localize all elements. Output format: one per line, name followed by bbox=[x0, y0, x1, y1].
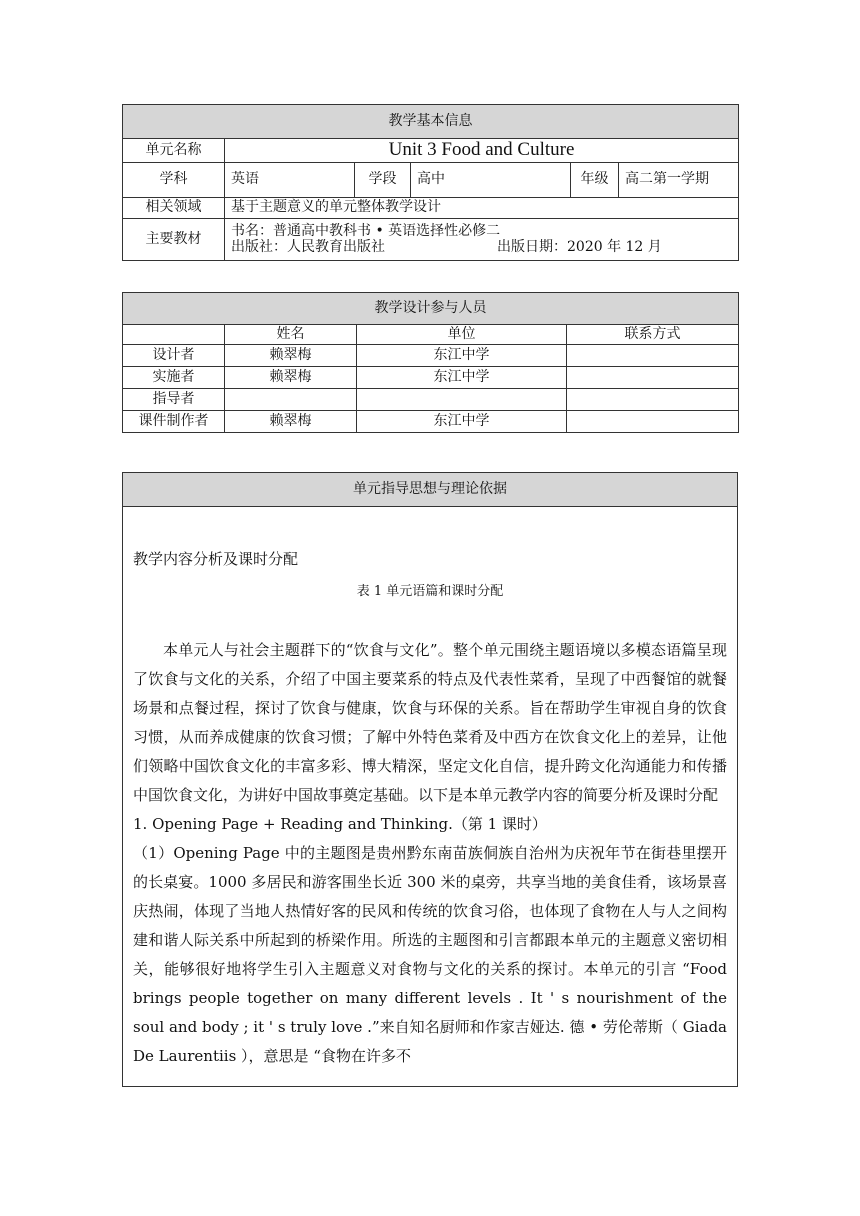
table-row bbox=[123, 345, 739, 367]
contact-cell bbox=[567, 345, 739, 367]
staff-header: 教学设计参与人员 bbox=[123, 293, 739, 325]
guide-table bbox=[122, 472, 738, 1087]
section-title: 教学内容分析及课时分配 bbox=[133, 550, 299, 568]
col-name-header: 姓名 bbox=[225, 325, 357, 345]
stage-value: 高中 bbox=[411, 162, 571, 197]
grade-label: 年级 bbox=[571, 162, 619, 197]
contact-cell bbox=[567, 411, 739, 433]
field-label: 相关领域 bbox=[123, 197, 225, 218]
name-cell: 赖翠梅 bbox=[225, 367, 357, 389]
name-cell: 赖翠梅 bbox=[225, 345, 357, 367]
subject-label: 学科 bbox=[123, 162, 225, 197]
grade-value: 高二第一学期 bbox=[619, 162, 739, 197]
staff-corner-cell bbox=[123, 325, 225, 345]
unit-cell: 东江中学 bbox=[357, 411, 567, 433]
textbook-value bbox=[225, 218, 739, 260]
guide-body bbox=[123, 507, 738, 1087]
unit-name-label: 单元名称 bbox=[123, 139, 225, 163]
guide-header: 单元指导思想与理论依据 bbox=[123, 473, 738, 507]
role-cell: 指导者 bbox=[123, 389, 225, 411]
unit-name-value: Unit 3 Food and Culture bbox=[225, 139, 739, 163]
subject-value: 英语 bbox=[225, 162, 355, 197]
table-row bbox=[123, 389, 739, 411]
basic-info-header: 教学基本信息 bbox=[123, 105, 739, 139]
lesson-item-1: 1. Opening Page + Reading and Thinking.（第 1 课时） bbox=[133, 814, 547, 833]
role-cell: 设计者 bbox=[123, 345, 225, 367]
role-cell: 课件制作者 bbox=[123, 411, 225, 433]
contact-cell bbox=[567, 389, 739, 411]
unit-cell: 东江中学 bbox=[357, 367, 567, 389]
field-value: 基于主题意义的单元整体教学设计 bbox=[225, 197, 739, 218]
textbook-date: 出版日期：2020 年 12 月 bbox=[497, 239, 662, 256]
col-contact-header: 联系方式 bbox=[567, 325, 739, 345]
textbook-title: 书名：普通高中教科书 • 英语选择性必修二 bbox=[231, 222, 501, 239]
contact-cell bbox=[567, 367, 739, 389]
table-row bbox=[123, 367, 739, 389]
textbook-publisher: 出版社：人民教育出版社 bbox=[231, 239, 385, 256]
col-unit-header: 单位 bbox=[357, 325, 567, 345]
role-cell: 实施者 bbox=[123, 367, 225, 389]
textbook-label: 主要教材 bbox=[123, 218, 225, 260]
unit-cell: 东江中学 bbox=[357, 345, 567, 367]
basic-info-table bbox=[122, 104, 739, 261]
paragraph-unit-overview: 本单元人与社会主题群下的“饮食与文化”。整个单元围绕主题语境以多模态语篇呈现了饮食与文化的关系，介绍了中国主要菜系的特点及代表性菜肴，呈现了中西餐馆的就餐场景和点餐过程，探讨了饮食与健康，饮食与环保的关系。旨在帮助学生审视自身的饮食习惯，从而养成健康的饮食习惯；了解中外特色菜肴及中西方在饮食文化上的差异，让他们领略中国饮食文化的丰富多彩、博大精深，坚定文化自信，提升跨文化沟通能力和传播中国饮食文化，为讲好中国故事奠定基础。以下是本单元教学内容的简要分析及课时分配 bbox=[133, 640, 727, 804]
staff-table bbox=[122, 292, 739, 433]
unit-cell bbox=[357, 389, 567, 411]
table-row bbox=[123, 411, 739, 433]
name-cell bbox=[225, 389, 357, 411]
name-cell: 赖翠梅 bbox=[225, 411, 357, 433]
paragraph-opening-page: （1）Opening Page 中的主题图是贵州黔东南苗族侗族自治州为庆祝年节在街巷里摆开的长桌宴。1000 多居民和游客围坐长近 300 米的桌旁，共享当地的美食佳肴，该场景喜庆热闹，体现了当地人热情好客的民风和传统的饮食习俗，也体现了食物在人与人之间构建和谐人际关系中所起到的桥梁作用。所选的主题图和引言都跟本单元的主题意义密切相关，能够很好地将学生引入主题意义对食物与文化的关系的探讨。本单元的引言 “Food brings people together on many different levels . It ' s nourishment of the soul and body ; it ' s truly love .”来自知名厨师和作家吉娅达. 德 • 劳伦蒂斯（ Giada De Laurentiis ），意思是 “食物在许多不 bbox=[133, 843, 727, 1065]
table-caption: 表 1 单元语篇和课时分配 bbox=[356, 584, 504, 599]
stage-label: 学段 bbox=[355, 162, 411, 197]
textbook-publisher-line bbox=[231, 239, 732, 256]
